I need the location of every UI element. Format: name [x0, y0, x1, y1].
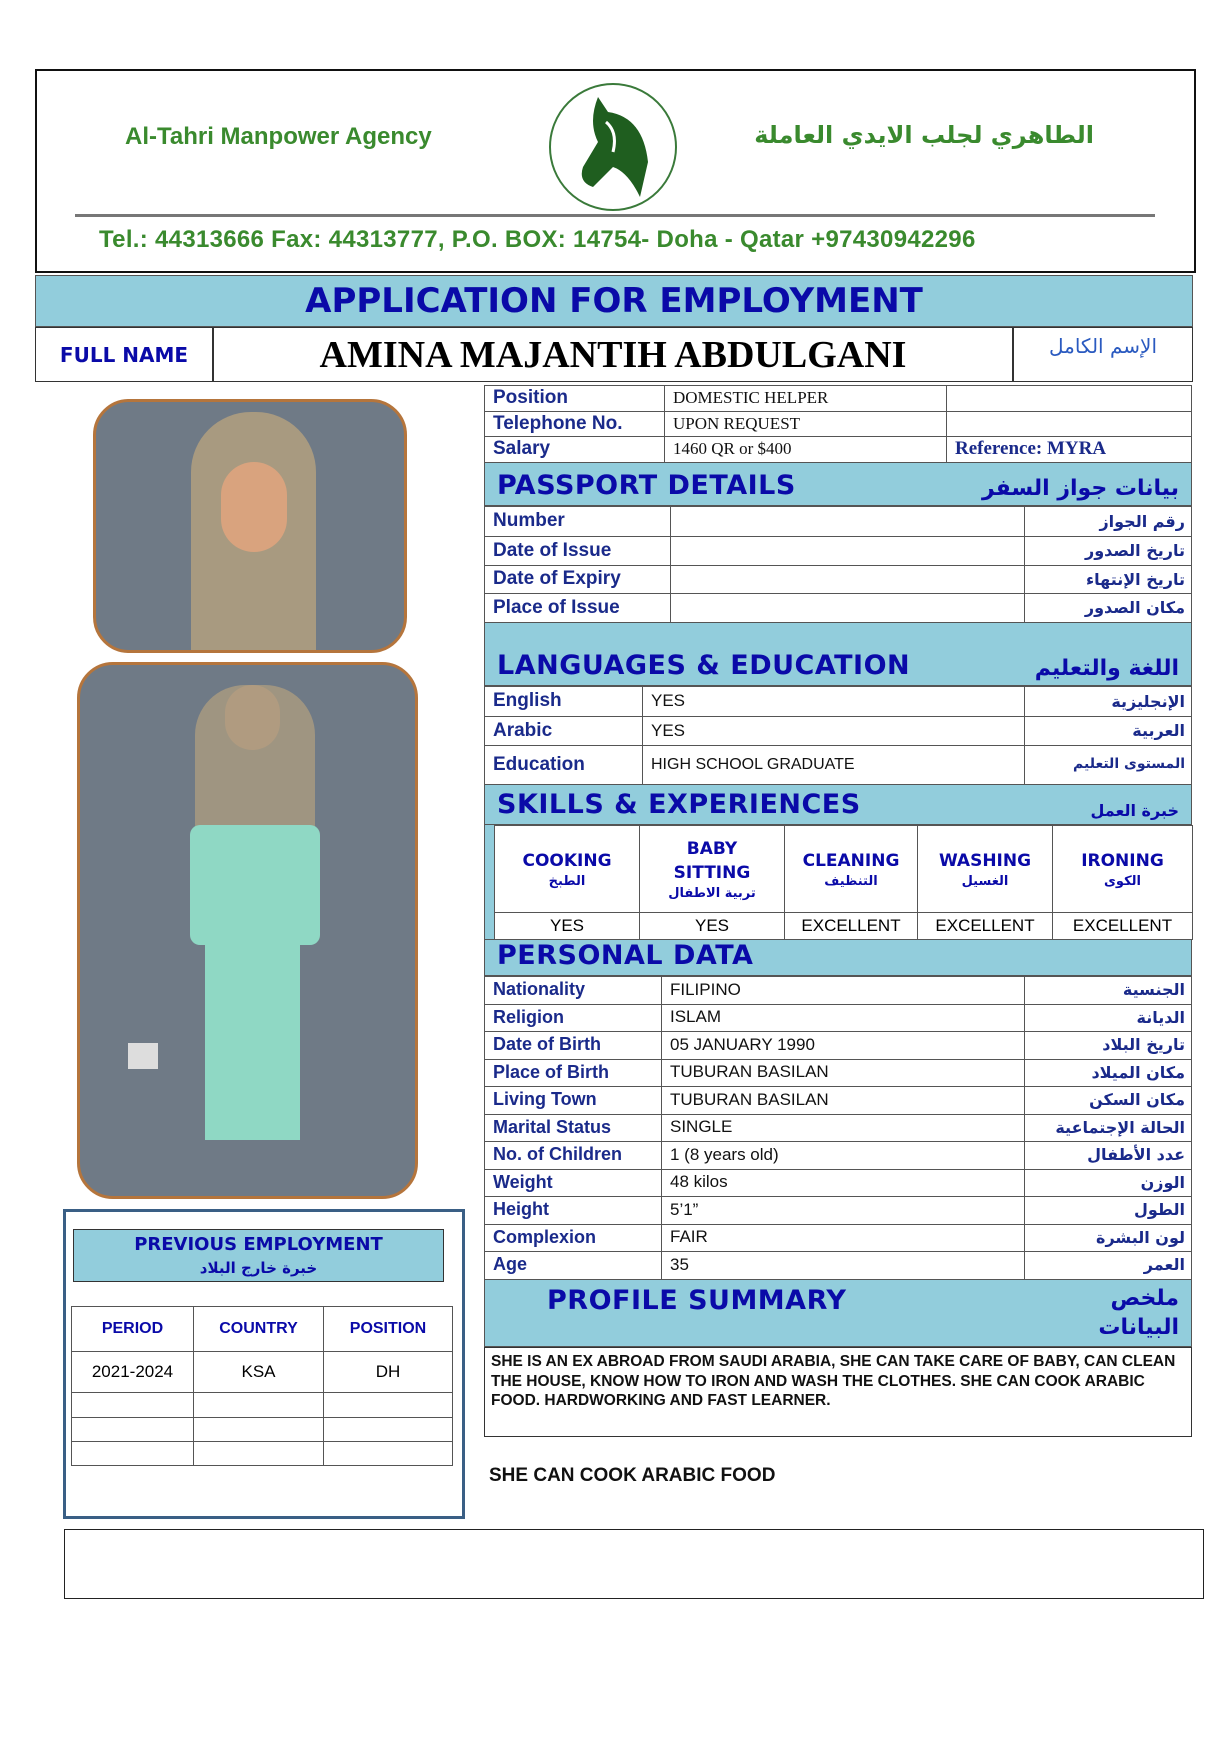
- previous-employment-title-ar: خبرة خارج البلاد: [199, 1259, 318, 1277]
- row-label-ar: الجنسية: [1025, 977, 1192, 1005]
- period-cell: [72, 1418, 194, 1442]
- passport-title-ar: بيانات جواز السفر: [981, 475, 1179, 501]
- row-label-ar: عدد الأطفال: [1025, 1142, 1192, 1170]
- row-label-ar: تاريخ الصدور: [1025, 537, 1192, 566]
- row-label: Date of Birth: [485, 1032, 662, 1060]
- row-value: [671, 594, 1025, 623]
- face-shape: [221, 462, 287, 552]
- table-row: [485, 1114, 1192, 1142]
- row-label-ar: مكان الصدور: [1025, 594, 1192, 623]
- row-label: Date of Expiry: [485, 566, 671, 594]
- row-label-ar: المستوى التعليم: [1025, 746, 1192, 785]
- row-label: Marital Status: [485, 1114, 662, 1142]
- personal-section-header: [484, 939, 1192, 976]
- skill-label: COOKING: [522, 850, 612, 871]
- skills-table: [494, 825, 1193, 940]
- row-value: [671, 507, 1025, 537]
- table-row: [485, 1004, 1192, 1032]
- table-row: [485, 1059, 1192, 1087]
- period-cell: [72, 1442, 194, 1466]
- full-name-label: FULL NAME: [59, 342, 189, 367]
- previous-employment-table: [71, 1306, 453, 1466]
- row-label-ar: الطول: [1025, 1197, 1192, 1225]
- period-cell: 2021-2024: [72, 1352, 194, 1393]
- row-label-ar: الحالة الإجتماعية: [1025, 1114, 1192, 1142]
- salary-label: Salary: [485, 437, 665, 463]
- horse-head-icon: [549, 83, 677, 211]
- row-label-ar: مكان السكن: [1025, 1087, 1192, 1115]
- position-cell: [324, 1442, 453, 1466]
- position-label: Position: [485, 386, 665, 412]
- table-row: [485, 717, 1192, 746]
- row-label: Complexion: [485, 1224, 662, 1252]
- row-label: Height: [485, 1197, 662, 1225]
- row-value: FAIR: [662, 1224, 1025, 1252]
- profile-note: SHE CAN COOK ARABIC FOOD: [489, 1465, 776, 1486]
- row-value: ISLAM: [662, 1004, 1025, 1032]
- table-row: [485, 687, 1192, 717]
- table-row: [485, 537, 1192, 566]
- skill-label-ar: الكوى: [1104, 873, 1141, 889]
- basic-info-table: [484, 385, 1192, 463]
- row-label-ar: تاريخ البلاد: [1025, 1032, 1192, 1060]
- skill-header-ironing: [1053, 826, 1193, 913]
- scrub-top-shape: [190, 825, 320, 945]
- skill-value: EXCELLENT: [918, 913, 1053, 940]
- languages-title-ar: اللغة والتعليم: [1034, 655, 1179, 681]
- row-label-ar: الإنجليزية: [1025, 687, 1192, 717]
- skill-label: CLEANING: [802, 850, 900, 871]
- profile-title: PROFILE SUMMARY: [547, 1285, 847, 1316]
- previous-employment-title: PREVIOUS EMPLOYMENT: [134, 1234, 383, 1255]
- row-value: TUBURAN BASILAN: [662, 1059, 1025, 1087]
- row-label: Place of Issue: [485, 594, 671, 623]
- column-header: COUNTRY: [194, 1307, 324, 1352]
- table-row: [72, 1352, 453, 1393]
- table-row: [72, 1393, 453, 1418]
- skill-header-washing: [918, 826, 1053, 913]
- row-label: English: [485, 687, 643, 717]
- skill-value: EXCELLENT: [785, 913, 918, 940]
- telephone-value: UPON REQUEST: [665, 412, 947, 437]
- row-value: YES: [643, 687, 1025, 717]
- skills-section-header: [484, 784, 1192, 825]
- country-cell: KSA: [194, 1352, 324, 1393]
- table-row: [485, 1142, 1192, 1170]
- row-label-ar: تاريخ الإنتهاء: [1025, 566, 1192, 594]
- row-label: Education: [485, 746, 643, 785]
- skill-header-cleaning: [785, 826, 918, 913]
- scrub-pants-shape: [205, 940, 300, 1140]
- empty-notes-box: [64, 1529, 1204, 1599]
- languages-section-header: [484, 622, 1192, 686]
- row-label-ar: الوزن: [1025, 1169, 1192, 1197]
- portrait-photo: [93, 399, 407, 653]
- row-label-ar: الديانة: [1025, 1004, 1192, 1032]
- reference-value: Reference: MYRA: [947, 437, 1192, 463]
- skill-header-cooking: [495, 826, 640, 913]
- row-label-ar: لون البشرة: [1025, 1224, 1192, 1252]
- salary-value: 1460 QR or $400: [665, 437, 947, 463]
- table-row: [485, 1087, 1192, 1115]
- table-row: [485, 977, 1192, 1005]
- row-value: YES: [643, 717, 1025, 746]
- row-value: 05 JANUARY 1990: [662, 1032, 1025, 1060]
- table-row: [485, 507, 1192, 537]
- row-value: [671, 537, 1025, 566]
- row-label: Weight: [485, 1169, 662, 1197]
- table-row: [485, 1224, 1192, 1252]
- row-label: Place of Birth: [485, 1059, 662, 1087]
- row-label: Nationality: [485, 977, 662, 1005]
- row-value: 5’1”: [662, 1197, 1025, 1225]
- row-label: No. of Children: [485, 1142, 662, 1170]
- passport-title: PASSPORT DETAILS: [497, 470, 796, 502]
- row-label: Age: [485, 1252, 662, 1280]
- column-header: PERIOD: [72, 1307, 194, 1352]
- personal-title: PERSONAL DATA: [497, 940, 754, 972]
- wall-socket-shape: [128, 1043, 158, 1069]
- country-cell: [194, 1418, 324, 1442]
- agency-name-en: Al-Tahri Manpower Agency: [125, 123, 432, 150]
- skill-value: YES: [640, 913, 785, 940]
- position-cell: [324, 1418, 453, 1442]
- skill-label-ar: تربية الاطفال: [668, 885, 756, 901]
- position-value: DOMESTIC HELPER: [665, 386, 947, 412]
- row-label: Living Town: [485, 1087, 662, 1115]
- row-label-ar: العمر: [1025, 1252, 1192, 1280]
- skills-title-ar: خبرة العمل: [1090, 801, 1179, 821]
- table-row: [485, 746, 1192, 785]
- skill-label: BABY SITTING: [673, 838, 751, 883]
- passport-table: [484, 506, 1192, 623]
- row-label: Date of Issue: [485, 537, 671, 566]
- table-row: [485, 566, 1192, 594]
- table-row: [72, 1442, 453, 1466]
- row-label-ar: العربية: [1025, 717, 1192, 746]
- table-row: [485, 1032, 1192, 1060]
- table-row: [72, 1418, 453, 1442]
- personal-table: [484, 976, 1192, 1280]
- skill-label-ar: التنظيف: [824, 873, 878, 889]
- passport-section-header: [484, 462, 1192, 506]
- languages-title: LANGUAGES & EDUCATION: [497, 650, 911, 682]
- row-value: 48 kilos: [662, 1169, 1025, 1197]
- telephone-label: Telephone No.: [485, 412, 665, 437]
- skill-header-baby-sitting: [640, 826, 785, 913]
- position-cell: [324, 1393, 453, 1418]
- full-body-photo: [77, 662, 418, 1199]
- skills-title: SKILLS & EXPERIENCES: [497, 789, 861, 821]
- table-row: [485, 1169, 1192, 1197]
- agency-header: [35, 69, 1196, 273]
- period-cell: [72, 1393, 194, 1418]
- row-label-ar: رقم الجواز: [1025, 507, 1192, 537]
- row-value: HIGH SCHOOL GRADUATE: [643, 746, 1025, 785]
- row-value: 35: [662, 1252, 1025, 1280]
- header-divider: [75, 214, 1155, 217]
- profile-title-ar: ملخص البيانات: [1098, 1286, 1179, 1340]
- agency-name-ar: الطاهري لجلب الايدي العاملة: [754, 121, 1094, 149]
- agency-contact: Tel.: 44313666 Fax: 44313777, P.O. BOX: 14754- Doha - Qatar +97430942296: [99, 226, 976, 253]
- full-name-label-ar: الإسم الكامل: [1048, 334, 1158, 358]
- row-label: Number: [485, 507, 671, 537]
- page-title: APPLICATION FOR EMPLOYMENT: [305, 281, 923, 321]
- table-row: [485, 1252, 1192, 1280]
- row-label: Religion: [485, 1004, 662, 1032]
- full-name-value: AMINA MAJANTIH ABDULGANI: [319, 333, 907, 376]
- profile-summary-text: SHE IS AN EX ABROAD FROM SAUDI ARABIA, SHE CAN TAKE CARE OF BABY, CAN CLEAN THE HOUSE, KNOW HOW TO IRON AND WASH THE CLOTHES. SHE CAN COOK ARABIC FOOD. HARDWORKING AND FAST LEARNER.: [484, 1347, 1192, 1437]
- skill-label-ar: الغسيل: [961, 873, 1009, 889]
- table-row: [485, 594, 1192, 623]
- profile-section-header: [484, 1279, 1192, 1347]
- row-label-ar: مكان الميلاد: [1025, 1059, 1192, 1087]
- position-cell: DH: [324, 1352, 453, 1393]
- languages-table: [484, 686, 1192, 785]
- skill-value: YES: [495, 913, 640, 940]
- row-value: [671, 566, 1025, 594]
- row-value: SINGLE: [662, 1114, 1025, 1142]
- row-value: 1 (8 years old): [662, 1142, 1025, 1170]
- skill-label: IRONING: [1081, 850, 1164, 871]
- column-header: POSITION: [324, 1307, 453, 1352]
- row-label: Arabic: [485, 717, 643, 746]
- skill-label: WASHING: [938, 850, 1032, 871]
- table-row: [485, 1197, 1192, 1225]
- skill-value: EXCELLENT: [1053, 913, 1193, 940]
- country-cell: [194, 1442, 324, 1466]
- skill-label-ar: الطبخ: [548, 873, 586, 889]
- country-cell: [194, 1393, 324, 1418]
- row-value: FILIPINO: [662, 977, 1025, 1005]
- row-value: TUBURAN BASILAN: [662, 1087, 1025, 1115]
